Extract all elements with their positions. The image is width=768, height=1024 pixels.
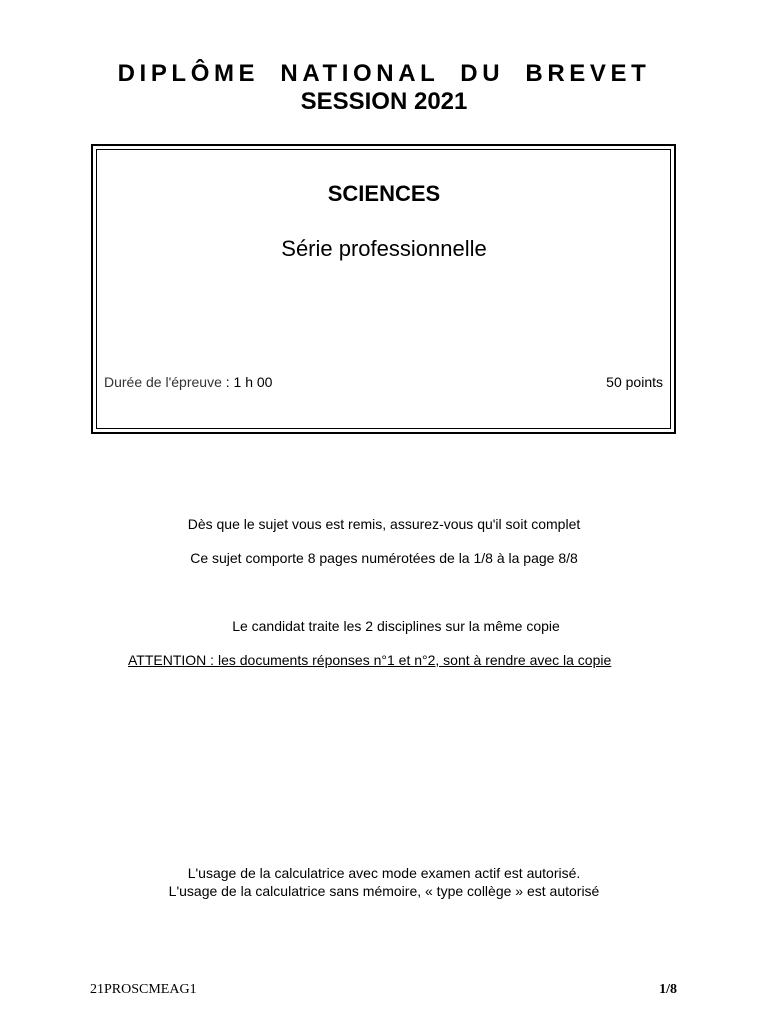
exam-duration xyxy=(104,374,272,390)
calculator-rule-2: L'usage de la calculatrice sans mémoire, « type collège » est autorisé xyxy=(168,883,600,899)
duration-value: : 1 h 00 xyxy=(225,374,273,390)
instruction-pages: Ce sujet comporte 8 pages numérotées de la 1/8 à la page 8/8 xyxy=(190,550,578,566)
subject-title: SCIENCES xyxy=(327,181,441,206)
series-title: Série professionnelle xyxy=(281,236,487,261)
exam-title: DIPLÔME NATIONAL DU BREVET xyxy=(117,60,651,87)
attention-notice: ATTENTION : les documents réponses n°1 et n°2, sont à rendre avec la copie xyxy=(128,652,612,668)
instruction-disciplines: Le candidat traite les 2 disciplines sur la même copie xyxy=(232,618,560,634)
exam-session: SESSION 2021 xyxy=(300,88,468,115)
exam-points: 50 points xyxy=(606,374,663,390)
duration-label: Durée de l'épreuve xyxy=(104,374,222,390)
subject-code: 21PROSCMEAG1 xyxy=(90,982,197,997)
calculator-rule-1: L'usage de la calculatrice avec mode examen actif est autorisé. xyxy=(187,865,581,881)
page-number: 1/8 xyxy=(659,982,677,997)
instruction-complete: Dès que le sujet vous est remis, assurez-vous qu'il soit complet xyxy=(187,516,581,532)
